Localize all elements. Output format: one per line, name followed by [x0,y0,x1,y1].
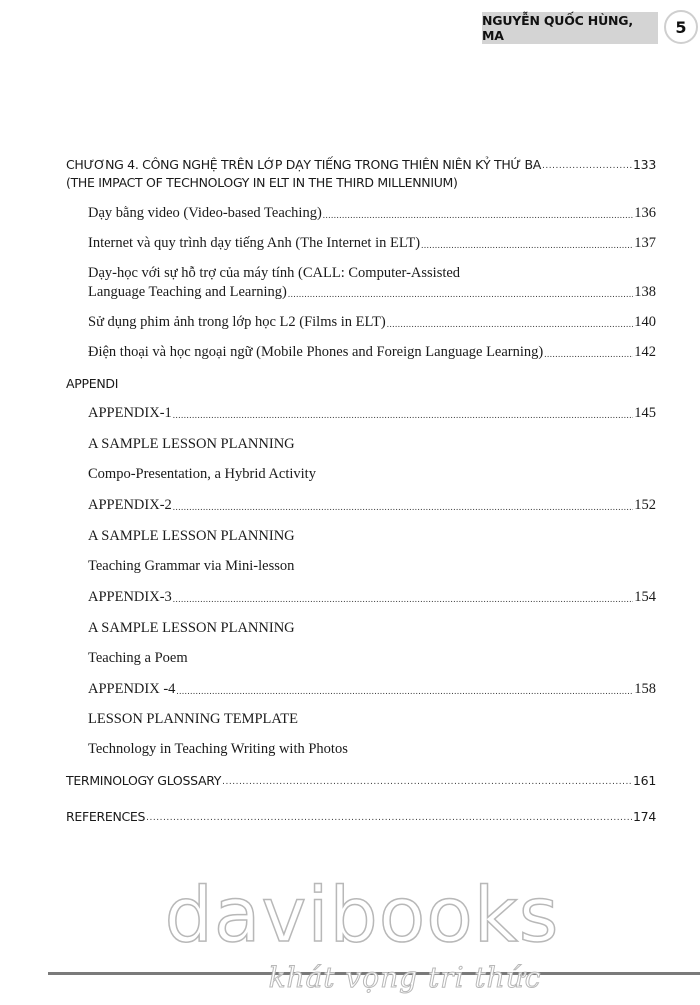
page-ref: 133 [633,157,656,172]
page-ref: 137 [634,235,656,251]
toc-entry-appendix-3[interactable] [88,589,656,606]
leader-dots [146,812,632,825]
leader-dots [173,593,633,606]
toc-entry-glossary[interactable] [66,772,656,789]
entry-title: Dạy bằng video (Video-based Teaching) [88,205,322,221]
page-ref: 154 [634,589,656,605]
page-ref: 174 [633,809,656,824]
author-name: NGUYỄN QUỐC HÙNG, MA [482,13,633,43]
appendix-topic: Technology in Teaching Writing with Photos [88,741,348,757]
page-number: 5 [675,17,687,37]
entry-title: REFERENCES [66,809,146,824]
running-header [482,12,658,44]
appendix-topic: Teaching a Poem [88,650,188,666]
leader-dots [387,318,634,331]
leader-dots [323,209,633,222]
entry-title: Language Teaching and Learning) [88,284,287,300]
page-ref: 138 [634,284,656,300]
appendix-heading: LESSON PLANNING TEMPLATE [88,711,298,727]
section-heading-appendi: APPENDI [66,376,119,391]
appendix-heading: A SAMPLE LESSON PLANNING [88,528,295,544]
toc-entry-appendix-2[interactable] [88,497,656,514]
appendix-topic: Teaching Grammar via Mini-lesson [88,558,295,574]
toc-entry-references[interactable] [66,808,656,825]
entry-title: Điện thoại và học ngoại ngữ (Mobile Phones and Foreign Language Learning) [88,344,544,360]
appendix-topic: Compo-Presentation, a Hybrid Activity [88,466,316,482]
entry-title: Sử dụng phim ảnh trong lớp học L2 (Films in ELT) [88,314,386,330]
toc-entry-appendix-4[interactable] [88,681,656,698]
page-ref: 142 [634,344,656,360]
leader-dots [222,776,632,789]
page-ref: 140 [634,314,656,330]
leader-dots [173,409,633,422]
page-ref: 145 [634,405,656,421]
page-ref: 158 [634,681,656,697]
entry-title: Internet và quy trình dạy tiếng Anh (The Internet in ELT) [88,235,421,251]
appendix-heading: A SAMPLE LESSON PLANNING [88,620,295,636]
toc-entry-chapter-4[interactable] [66,156,656,173]
toc-entry-appendix-1[interactable] [88,405,656,422]
entry-title: APPENDIX-2 [88,497,172,513]
leader-dots [421,239,633,252]
page-number-badge [664,10,698,44]
page-ref: 136 [634,205,656,221]
toc-entry[interactable] [88,314,656,331]
entry-title-line1: Dạy-học với sự hỗ trợ của máy tính (CALL: Computer-Assisted [88,265,461,281]
page-ref: 161 [633,773,656,788]
leader-dots [176,685,633,698]
chapter-subtitle: (THE IMPACT OF TECHNOLOGY IN ELT IN THE THIRD MILLENNIUM) [66,175,458,190]
toc-entry[interactable] [88,344,656,361]
chapter-title: CHƯƠNG 4. CÔNG NGHỆ TRÊN LỚP DẠY TIẾNG TRONG THIÊN NIÊN KỶ THỨ BA [66,157,542,172]
entry-title: APPENDIX-3 [88,589,172,605]
entry-title: TERMINOLOGY GLOSSARY [66,773,222,788]
toc-entry[interactable] [88,284,656,301]
entry-title: APPENDIX-1 [88,405,172,421]
entry-title: APPENDIX -4 [88,681,176,697]
leader-dots [173,501,633,514]
leader-dots [542,160,632,173]
leader-dots [544,348,633,361]
watermark-logo: davibooks [164,870,560,959]
appendix-heading: A SAMPLE LESSON PLANNING [88,436,295,452]
toc-entry[interactable] [88,235,656,252]
leader-dots [288,288,633,301]
toc-entry[interactable] [88,205,656,222]
watermark-tagline: khát vọng tri thức [268,961,542,994]
page-ref: 152 [634,497,656,513]
